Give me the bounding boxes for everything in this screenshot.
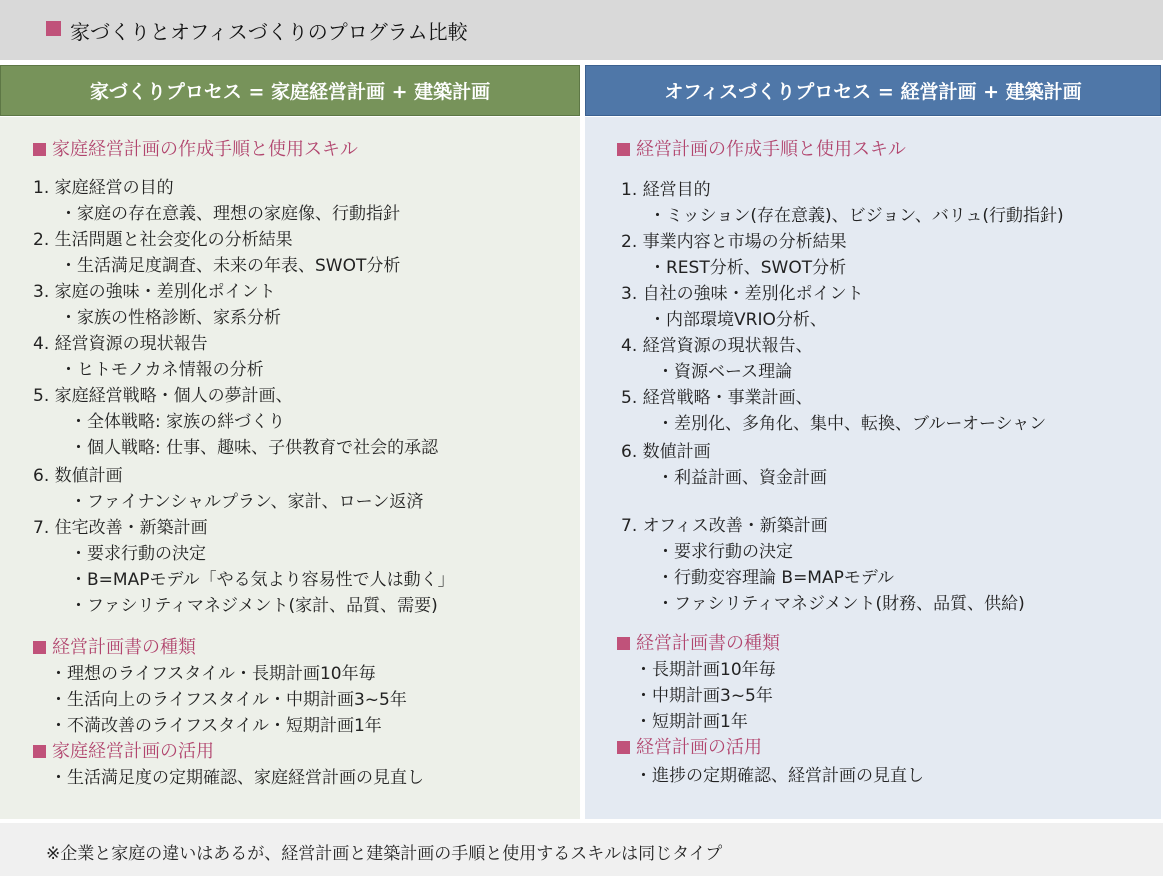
- section-heading: [33, 637, 196, 659]
- title-bar: [0, 0, 1163, 60]
- list-item: ・個人戦略: 仕事、趣味、子供教育で社会的承認: [70, 438, 439, 458]
- section-heading-text: 経営計画書の種類: [636, 633, 780, 654]
- list-item: ・ミッション(存在意義)、ビジョン、バリュ(行動指針): [649, 206, 1064, 226]
- section-heading-text: 経営計画書の種類: [52, 637, 196, 658]
- list-item: ・進捗の定期確認、経営計画の見直し: [635, 766, 924, 786]
- list-item: ・理想のライフスタイル・長期計画10年毎: [50, 664, 376, 684]
- list-item: ・ファシリティマネジメント(財務、品質、供給): [657, 594, 1025, 614]
- page-title: 家づくりとオフィスづくりのプログラム比較: [70, 20, 468, 44]
- list-item: ・家族の性格診断、家系分析: [60, 308, 281, 328]
- section-square-icon: [617, 741, 630, 754]
- section-heading-text: 家庭経営計画の作成手順と使用スキル: [52, 139, 358, 160]
- step-item: 1. 家庭経営の目的: [33, 178, 174, 198]
- footer-text: ※企業と家庭の違いはあるが、経営計画と建築計画の手順と使用するスキルは同じタイプ: [46, 844, 723, 864]
- section-square-icon: [33, 641, 46, 654]
- list-item: ・ファイナンシャルプラン、家計、ローン返済: [70, 492, 424, 512]
- list-item: ・全体戦略: 家族の絆づくり: [70, 412, 286, 432]
- section-heading: [33, 741, 214, 763]
- section-square-icon: [617, 143, 630, 156]
- list-item: ・生活向上のライフスタイル・中期計画3~5年: [50, 690, 407, 710]
- section-square-icon: [617, 637, 630, 650]
- section-heading-text: 経営計画の活用: [636, 737, 762, 758]
- list-item: ・要求行動の決定: [70, 544, 206, 564]
- step-item: 5. 家庭経営戦略・個人の夢計画、: [33, 386, 293, 406]
- section-heading: [617, 139, 906, 161]
- right-panel: [585, 117, 1161, 819]
- list-item: ・資源ベース理論: [657, 362, 793, 382]
- step-item: 6. 数値計画: [33, 466, 123, 486]
- step-item: 2. 生活問題と社会変化の分析結果: [33, 230, 293, 250]
- step-item: 3. 自社の強味・差別化ポイント: [621, 284, 864, 304]
- list-item: ・短期計画1年: [635, 712, 748, 732]
- list-item: ・内部環境VRIO分析、: [649, 310, 827, 330]
- step-item: 3. 家庭の強味・差別化ポイント: [33, 282, 276, 302]
- step-item: 4. 経営資源の現状報告: [33, 334, 208, 354]
- title-square-icon: [46, 21, 61, 36]
- section-heading-text: 家庭経営計画の活用: [52, 741, 214, 762]
- left-column-header: 家づくりプロセス = 家庭経営計画 + 建築計画: [0, 65, 580, 116]
- list-item: ・長期計画10年毎: [635, 660, 776, 680]
- footer-note: [0, 823, 1163, 876]
- list-item: ・行動変容理論 B=MAPモデル: [657, 568, 895, 588]
- step-item: 6. 数値計画: [621, 442, 711, 462]
- list-item: ・中期計画3~5年: [635, 686, 773, 706]
- right-column-header: オフィスづくりプロセス = 経営計画 + 建築計画: [585, 65, 1161, 116]
- list-item: ・家庭の存在意義、理想の家庭像、行動指針: [60, 204, 400, 224]
- section-heading-text: 経営計画の作成手順と使用スキル: [636, 139, 906, 160]
- section-heading: [617, 633, 780, 655]
- list-item: ・ヒトモノカネ情報の分析: [60, 360, 264, 380]
- list-item: ・REST分析、SWOT分析: [649, 258, 847, 278]
- list-item: ・不満改善のライフスタイル・短期計画1年: [50, 716, 382, 736]
- list-item: ・ファシリティマネジメント(家計、品質、需要): [70, 596, 438, 616]
- step-item: 1. 経営目的: [621, 180, 711, 200]
- list-item: ・生活満足度調査、未来の年表、SWOT分析: [60, 256, 401, 276]
- list-item: ・差別化、多角化、集中、転換、ブルーオーシャン: [657, 414, 1047, 434]
- list-item: ・B=MAPモデル「やる気より容易性で人は動く」: [70, 570, 455, 590]
- step-item: 2. 事業内容と市場の分析結果: [621, 232, 847, 252]
- section-heading: [33, 139, 358, 161]
- list-item: ・利益計画、資金計画: [657, 468, 827, 488]
- section-square-icon: [33, 745, 46, 758]
- section-heading: [617, 737, 762, 759]
- step-item: 7. オフィス改善・新築計画: [621, 516, 828, 536]
- step-item: 4. 経営資源の現状報告、: [621, 336, 813, 356]
- list-item: ・生活満足度の定期確認、家庭経営計画の見直し: [50, 768, 424, 788]
- list-item: ・要求行動の決定: [657, 542, 793, 562]
- step-item: 5. 経営戦略・事業計画、: [621, 388, 813, 408]
- left-panel: [0, 117, 580, 819]
- step-item: 7. 住宅改善・新築計画: [33, 518, 208, 538]
- section-square-icon: [33, 143, 46, 156]
